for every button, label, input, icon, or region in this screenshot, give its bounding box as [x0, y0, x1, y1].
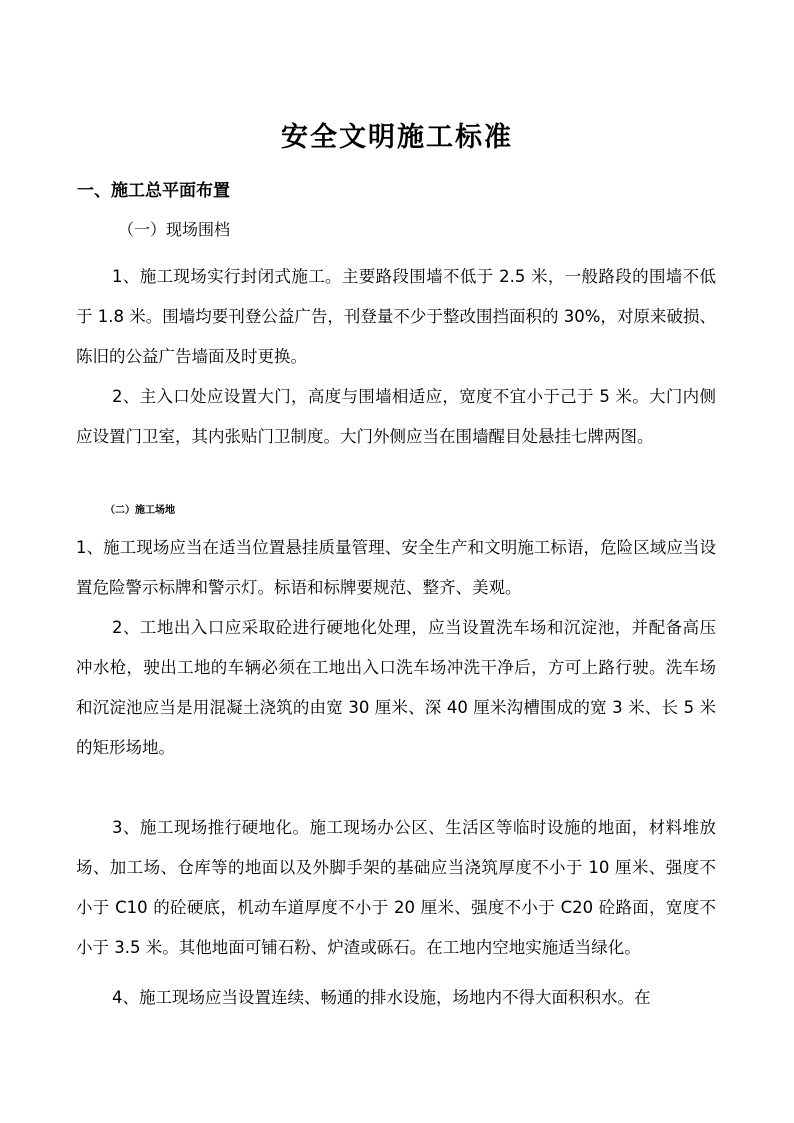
subsection-heading: （二）施工场地: [105, 505, 175, 516]
paragraph: 2、工地出入口应采取砼进行硬地化处理，应当设置洗车场和沉淀池，并配备高压冲水枪，驶出工地的车辆必须在工地出入口洗车场冲洗干净后，方可上路行驶。洗车场和沉淀池应当是用混凝土浇筑的由宽 30 厘米、深 40 厘米沟槽围成的宽 3 米、长 5 米的矩形场地。: [76, 618, 716, 757]
paragraph: 1、施工现场实行封闭式施工。主要路段围墙不低于 2.5 米，一般路段的围墙不低于 1.8 米。围墙均要刊登公益广告，刊登量不少于整改围挡面积的 30%，对原来破损、陈旧的公益广告墙面及时更换。: [76, 267, 716, 366]
page-title: 安全文明施工标准: [281, 122, 513, 153]
paragraph: 2、主入口处应设置大门，高度与围墙相适应，宽度不宜小于己于 5 米。大门内侧应设置门卫室，其内张贴门卫制度。大门外侧应当在围墙醒目处悬挂七牌两图。: [76, 387, 716, 446]
section-heading: 一、施工总平面布置: [77, 181, 230, 201]
subsection-heading: （一）现场围档: [118, 220, 231, 239]
paragraph: 4、施工现场应当设置连续、畅通的排水设施，场地内不得大面积积水。在: [112, 988, 651, 1007]
paragraph: 3、施工现场推行硬地化。施工现场办公区、生活区等临时设施的地面，材料堆放场、加工场、仓库等的地面以及外脚手架的基础应当浇筑厚度不小于 10 厘米、强度不小于 C10 的砼硬底，机动车道厚度不小于 20 厘米、强度不小于 C20 砼路面，宽度不小于 3.5 米。其他地面可铺石粉、炉渣或砾石。在工地内空地实施适当绿化。: [76, 818, 716, 957]
paragraph: 1、施工现场应当在适当位置悬挂质量管理、安全生产和文明施工标语，危险区域应当设置危险警示标牌和警示灯。标语和标牌要规范、整齐、美观。: [76, 538, 716, 597]
